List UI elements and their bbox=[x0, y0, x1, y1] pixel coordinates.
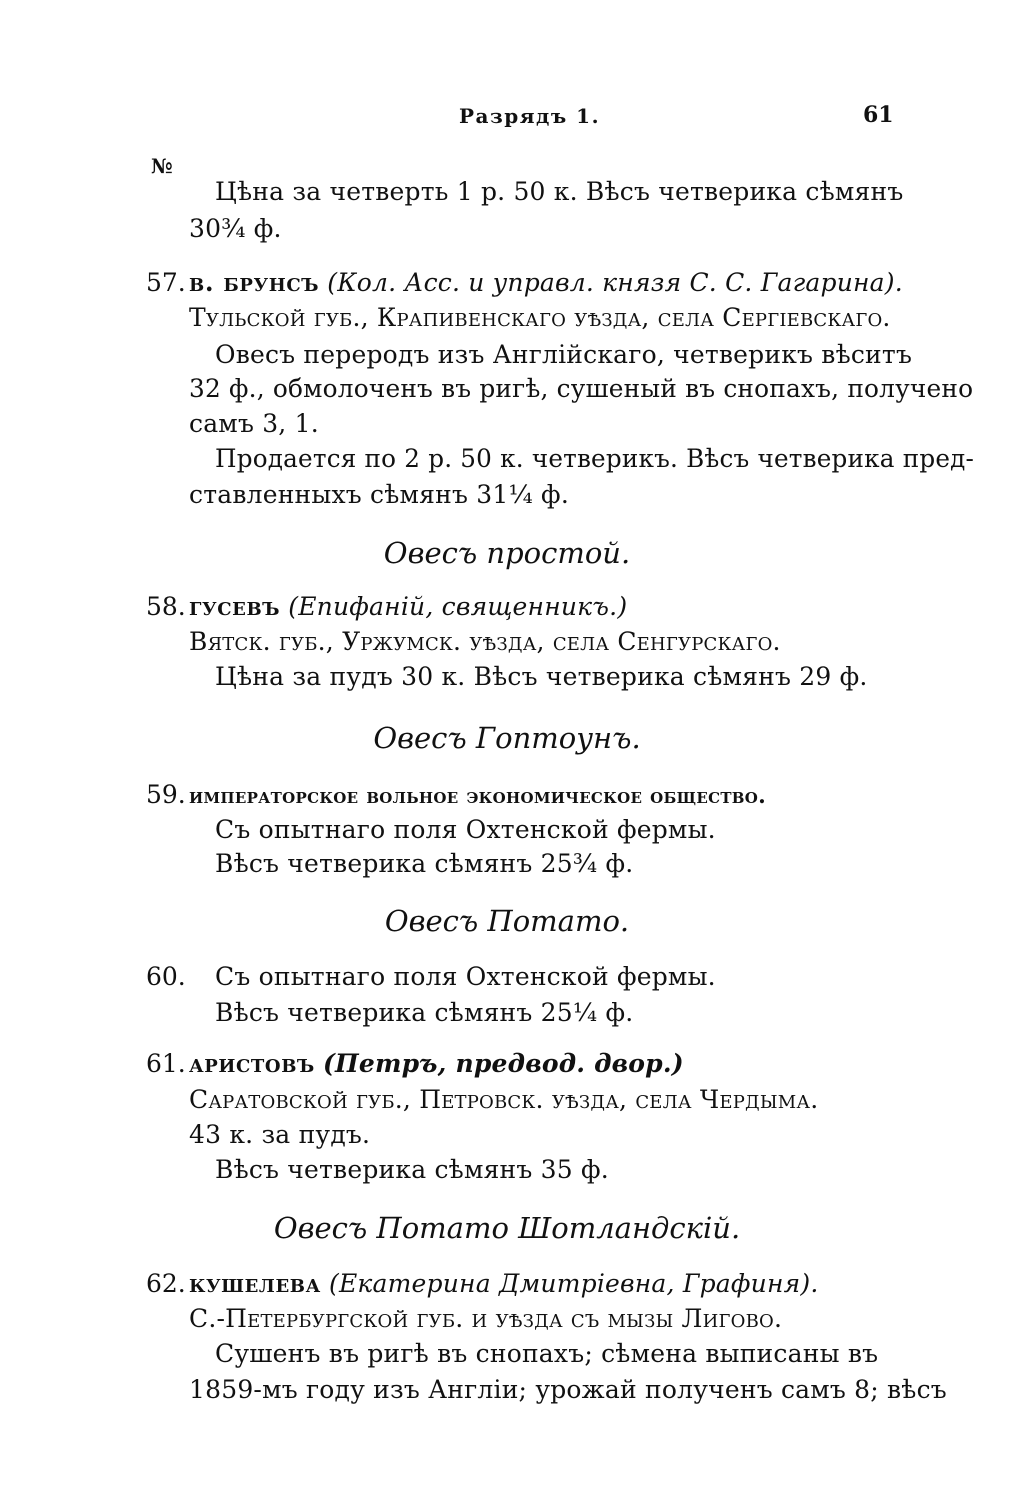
entry-59-line-2: Вѣсъ четверика сѣмянъ 25¾ ф. bbox=[215, 849, 634, 878]
entry-57-line-1: Овесъ переродъ изъ Англійскаго, четверикъ вѣситъ bbox=[215, 340, 913, 369]
entry-58-name: гусевъ bbox=[189, 592, 281, 621]
entry-61-line-1: 43 к. за пудъ. bbox=[189, 1120, 371, 1149]
entry-61-place: Саратовской губ., Петровск. уѣзда, села Чердыма. bbox=[189, 1085, 819, 1114]
entry-59-name: императорское вольное экономическое общество. bbox=[189, 783, 767, 809]
entry-62-line-1: Сушенъ въ ригѣ въ снопахъ; сѣмена выписаны въ bbox=[215, 1339, 879, 1368]
entry-57-desc: (Кол. Асс. и управл. князя С. С. Гагарина). bbox=[327, 268, 903, 297]
entry-57-line-3: самъ 3, 1. bbox=[189, 409, 319, 438]
entry-57-number: 57. bbox=[146, 268, 186, 297]
intro-line-1: Цѣна за четверть 1 р. 50 к. Вѣсъ четверика сѣмянъ bbox=[215, 177, 904, 206]
section-heading-potato-oats: Овесъ Потато. bbox=[384, 904, 630, 938]
entry-59-header bbox=[189, 778, 766, 813]
entry-61-desc: (Петръ, предвод. двор.) bbox=[323, 1049, 684, 1078]
entry-59-line-1: Съ опытнаго поля Охтенской фермы. bbox=[215, 815, 716, 844]
entry-60-number: 60. bbox=[146, 962, 186, 991]
entry-62-header bbox=[189, 1267, 818, 1301]
entry-57-line-2: 32 ф., обмолоченъ въ ригѣ, сушеный въ снопахъ, получено bbox=[189, 374, 974, 403]
section-heading-scottish-potato-oats: Овесъ Потато Шотландскій. bbox=[273, 1211, 741, 1245]
entry-59-number: 59. bbox=[146, 780, 186, 809]
entry-60-line-2: Вѣсъ четверика сѣмянъ 25¼ ф. bbox=[215, 998, 634, 1027]
entry-61-number: 61. bbox=[146, 1049, 186, 1078]
intro-line-2: 30¾ ф. bbox=[189, 214, 282, 243]
entry-57-name: в. брунсъ bbox=[189, 268, 320, 297]
entry-61-header bbox=[189, 1047, 684, 1081]
entry-61-line-2: Вѣсъ четверика сѣмянъ 35 ф. bbox=[215, 1155, 609, 1184]
entry-58-line-1: Цѣна за пудъ 30 к. Вѣсъ четверика сѣмянъ 29 ф. bbox=[215, 662, 868, 691]
entry-58-desc: (Епифаній, священникъ.) bbox=[288, 592, 628, 621]
entry-62-place: С.-Петербургской губ. и уѣзда съ мызы Лигово. bbox=[189, 1304, 783, 1333]
entry-62-name: кушелева bbox=[189, 1269, 321, 1298]
number-sign: № bbox=[151, 154, 173, 178]
section-heading-plain-oats: Овесъ простой. bbox=[383, 536, 631, 570]
entry-58-place: Вятск. губ., Уржумск. уѣзда, села Сенгурскаго. bbox=[189, 627, 781, 656]
entry-62-desc: (Екатерина Дмитріевна, Графиня). bbox=[329, 1269, 819, 1298]
entry-58-header bbox=[189, 590, 627, 624]
entry-61-name: аристовъ bbox=[189, 1049, 315, 1078]
entry-60-line-1: Съ опытнаго поля Охтенской фермы. bbox=[215, 962, 716, 991]
entry-58-number: 58. bbox=[146, 592, 186, 621]
page-number: 61 bbox=[863, 102, 894, 128]
entry-57-line-5: ставленныхъ сѣмянъ 31¼ ф. bbox=[189, 480, 569, 509]
entry-57-place: Тульской губ., Крапивенскаго уѣзда, села Сергіевскаго. bbox=[189, 303, 891, 332]
entry-62-line-2: 1859-мъ году изъ Англіи; урожай полученъ самъ 8; вѣсъ bbox=[189, 1375, 947, 1404]
running-title: Разрядъ 1. bbox=[459, 104, 601, 128]
entry-57-header bbox=[189, 266, 903, 300]
section-heading-hopetoun-oats: Овесъ Гоптоунъ. bbox=[373, 721, 641, 755]
entry-57-line-4: Продается по 2 р. 50 к. четверикъ. Вѣсъ четверика пред- bbox=[215, 444, 975, 473]
entry-62-number: 62. bbox=[146, 1269, 186, 1298]
